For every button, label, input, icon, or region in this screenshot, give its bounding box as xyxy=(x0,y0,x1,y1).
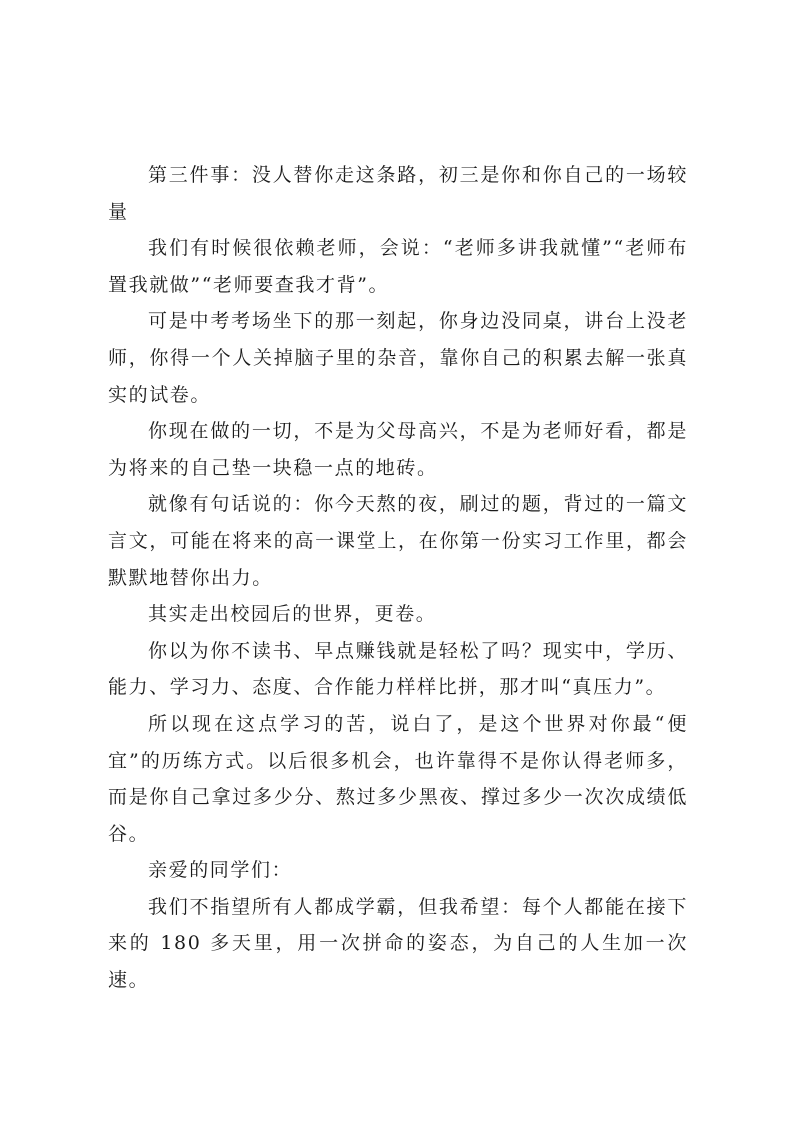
paragraph: 其实走出校园后的世界，更卷。 xyxy=(148,603,437,626)
section-heading: 第三件事：没人替你走这条路，初三是你和你自己的一场较量 xyxy=(108,164,688,223)
salutation: 亲爱的同学们： xyxy=(148,859,293,882)
document-body xyxy=(108,157,688,999)
paragraph: 可是中考考场坐下的那一刻起，你身边没同桌，讲台上没老师，你得一个人关掉脑子里的杂音，靠你自己的积累去解一张真实的试卷。 xyxy=(108,310,688,406)
paragraph: 你现在做的一切，不是为父母高兴，不是为老师好看，都是为将来的自己垫一块稳一点的地砖。 xyxy=(108,420,688,479)
paragraph: 我们有时候很依赖老师，会说：“老师多讲我就懂”“老师布置我就做”“老师要查我才背”。 xyxy=(108,237,688,296)
paragraph: 我们不指望所有人都成学霸，但我希望：每个人都能在接下来的 180 多天里，用一次拼命的姿态，为自己的人生加一次速。 xyxy=(108,895,688,992)
paragraph: 所以现在这点学习的苦，说白了，是这个世界对你最“便宜”的历练方式。以后很多机会，也许靠得不是你认得老师多，而是你自己拿过多少分、熬过多少黑夜、撑过多少一次次成绩低谷。 xyxy=(108,712,688,845)
paragraph: 就像有句话说的：你今天熬的夜，刷过的题，背过的一篇文言文，可能在将来的高一课堂上，在你第一份实习工作里，都会默默地替你出力。 xyxy=(108,493,688,589)
paragraph: 你以为你不读书、早点赚钱就是轻松了吗？现实中，学历、能力、学习力、态度、合作能力样样比拼，那才叫“真压力”。 xyxy=(108,639,688,699)
